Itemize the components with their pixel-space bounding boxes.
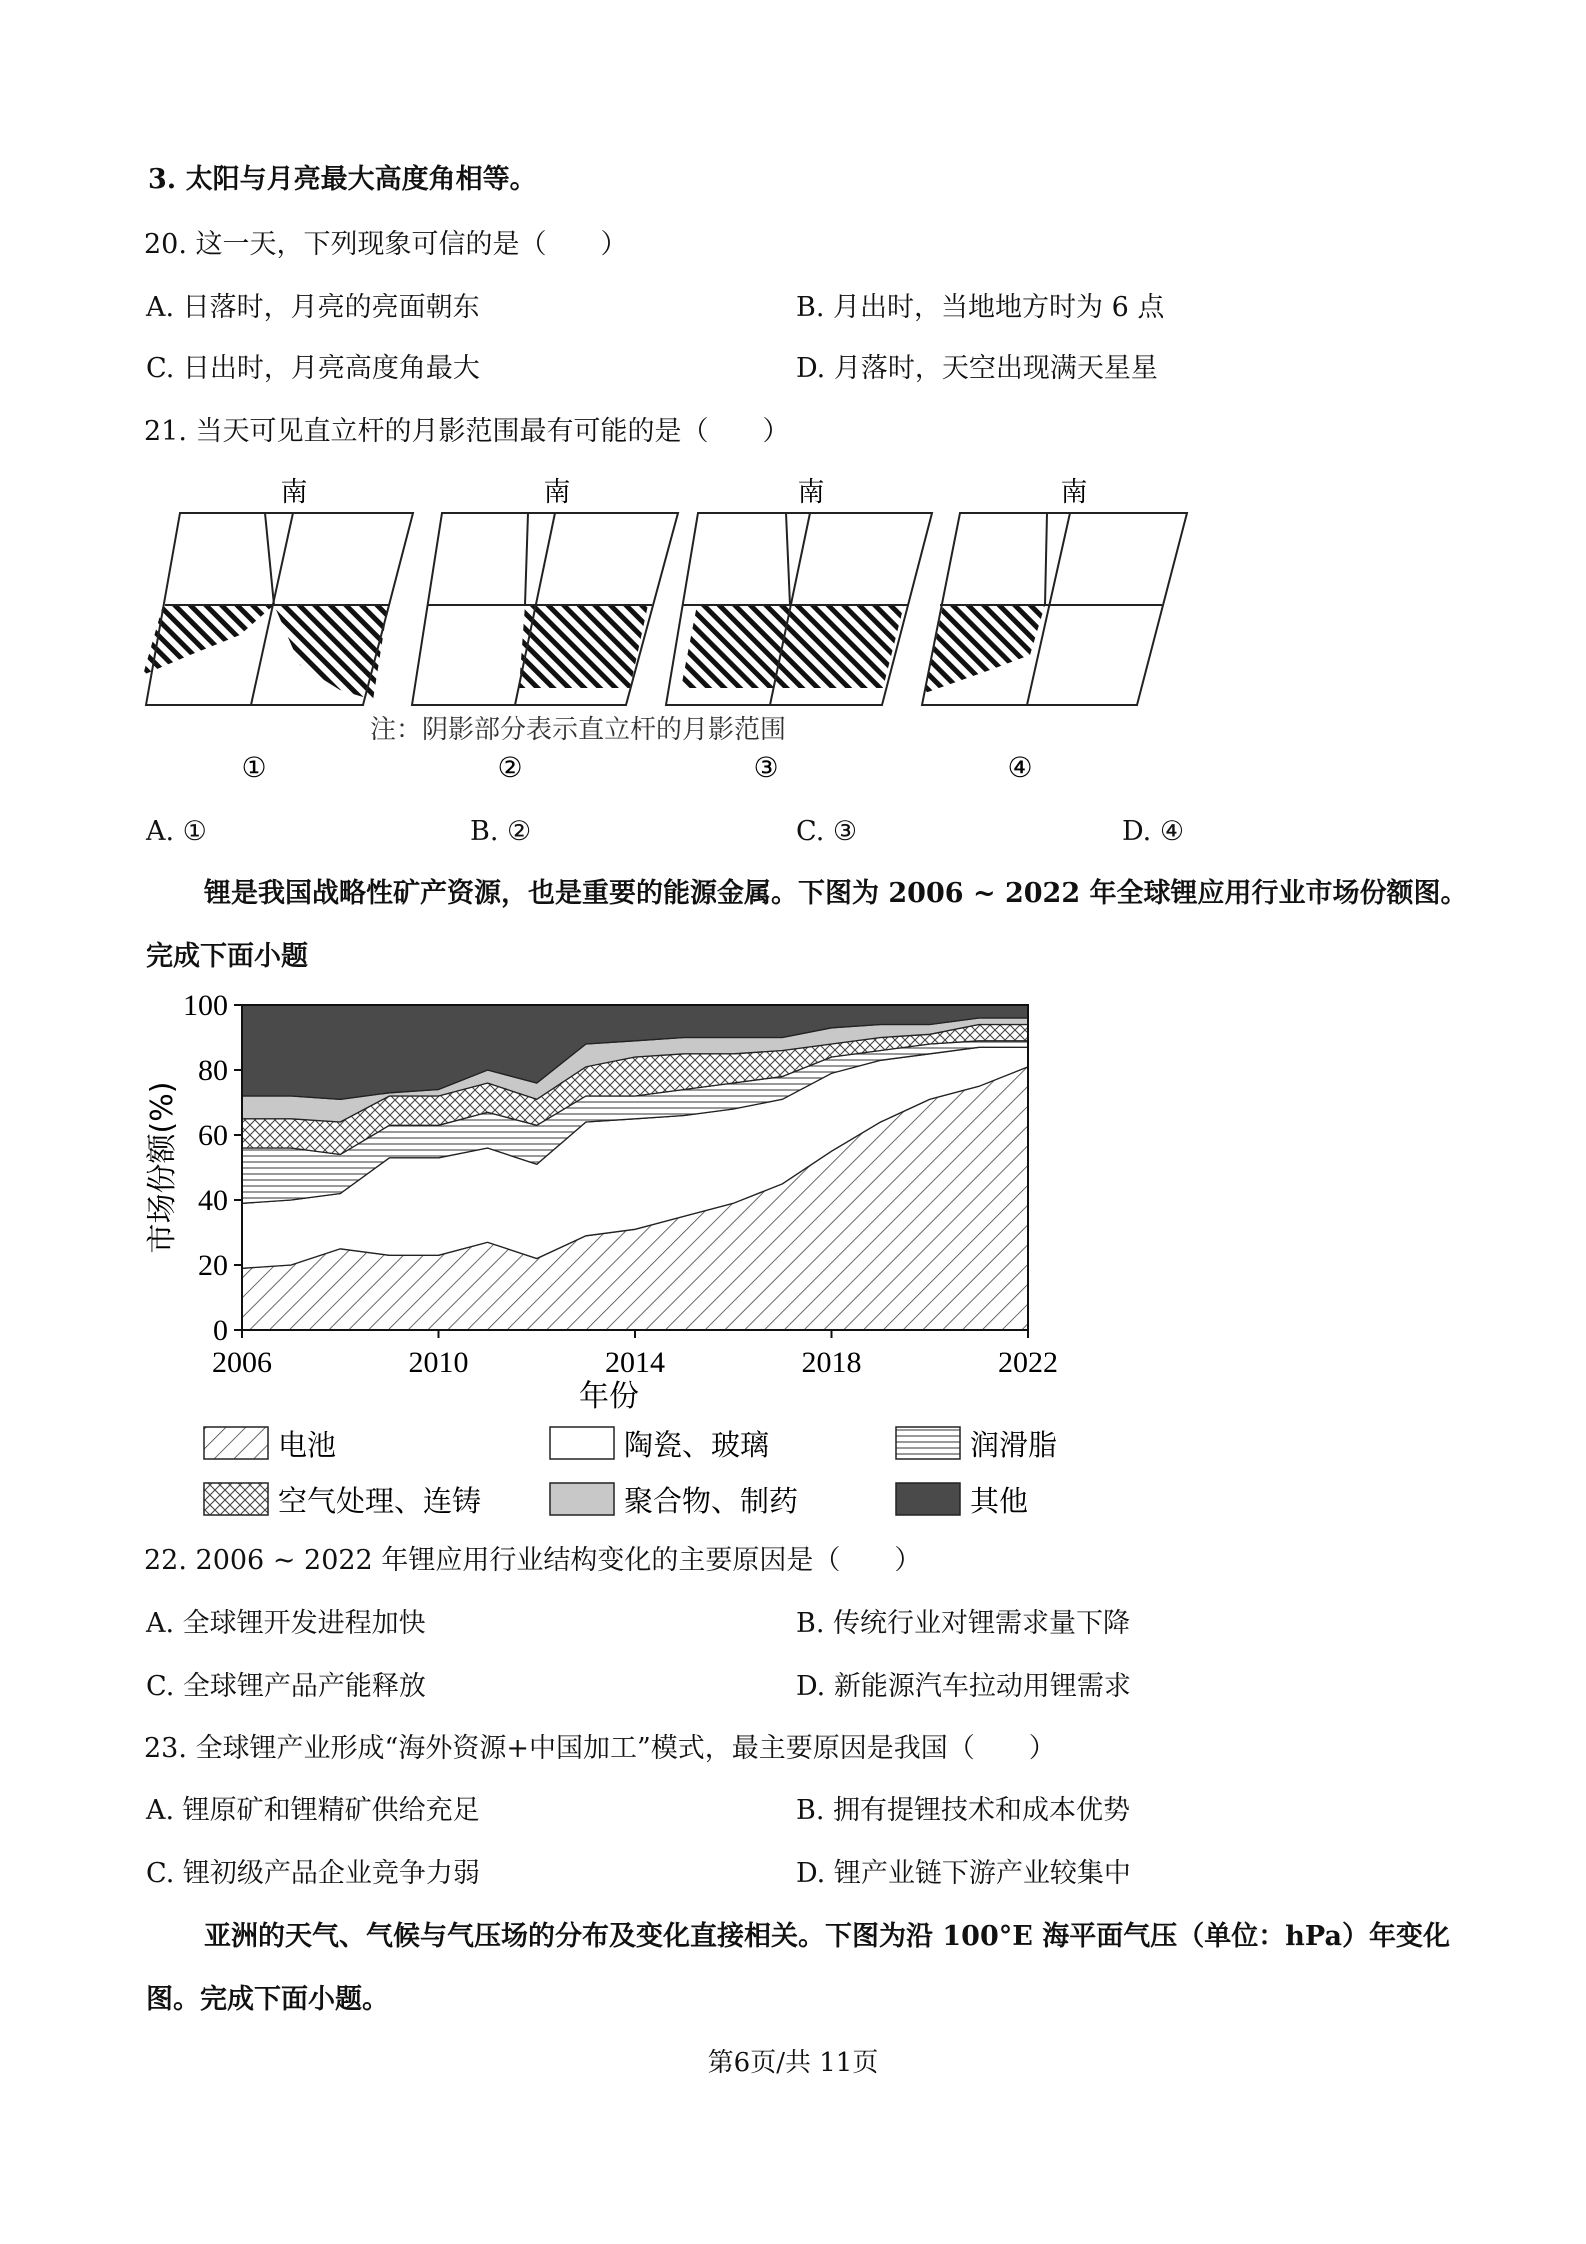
q22-stem: 22. 2006 ~ 2022 年锂应用行业结构变化的主要原因是（ ） <box>144 1545 922 1576</box>
x-tick-label: 2018 <box>801 1346 862 1379</box>
legend-label-grease: 润滑脂 <box>970 1428 1058 1462</box>
fig-label-3: ③ <box>753 753 779 784</box>
legend-label-ceramics: 陶瓷、玻璃 <box>624 1428 770 1462</box>
shadow-area-1 <box>143 605 388 700</box>
south-label-1: 南 <box>280 477 308 508</box>
shadow-diagram-1 <box>143 477 413 705</box>
y-tick-label: 80 <box>198 1054 228 1087</box>
legend-label-air: 空气处理、连铸 <box>278 1484 482 1518</box>
q22-option-c[interactable]: C. 全球锂产品产能释放 <box>146 1671 426 1702</box>
x-tick-label: 2022 <box>998 1346 1058 1379</box>
legend-swatch-air <box>204 1483 268 1515</box>
q21-option-b[interactable]: B. ② <box>470 816 532 847</box>
q21-option-c[interactable]: C. ③ <box>796 816 858 847</box>
pole-shadow-1 <box>265 513 274 605</box>
x-tick-label: 2006 <box>212 1346 272 1379</box>
x-tick-label: 2010 <box>408 1346 469 1379</box>
q20-stem: 20. 这一天，下列现象可信的是（ ） <box>144 229 628 260</box>
y-tick-label: 60 <box>198 1119 228 1152</box>
q21-option-a[interactable]: A. ① <box>146 816 207 847</box>
q22-option-a[interactable]: A. 全球锂开发进程加快 <box>146 1608 426 1639</box>
y-tick-label: 20 <box>198 1249 228 1282</box>
south-label-3: 南 <box>797 477 825 508</box>
pole-shadow-2 <box>525 513 528 605</box>
q21-figure <box>0 465 1586 805</box>
legend-swatch-ceramics <box>550 1427 614 1459</box>
legend-swatch-polymer <box>550 1483 614 1515</box>
q20-option-a[interactable]: A. 日落时，月亮的亮面朝东 <box>146 292 480 323</box>
q23-option-b[interactable]: B. 拥有提锂技术和成本优势 <box>796 1795 1131 1826</box>
y-tick-label: 100 <box>183 989 228 1022</box>
q21-option-d[interactable]: D. ④ <box>1122 816 1185 847</box>
shadow-diagram-2 <box>412 477 678 705</box>
q23-option-d[interactable]: D. 锂产业链下游产业较集中 <box>796 1858 1131 1889</box>
legend-swatch-other <box>896 1483 960 1515</box>
south-label-4: 南 <box>1060 477 1088 508</box>
q23-option-a[interactable]: A. 锂原矿和锂精矿供给充足 <box>146 1795 480 1826</box>
shadow-area-2 <box>519 605 648 688</box>
intro-asia-line2: 图。完成下面小题。 <box>146 1984 389 2015</box>
legend-label-polymer: 聚合物、制药 <box>624 1484 799 1518</box>
q22-option-b[interactable]: B. 传统行业对锂需求量下降 <box>796 1608 1131 1639</box>
south-label-2: 南 <box>543 477 571 508</box>
y-tick-label: 0 <box>213 1314 228 1347</box>
legend-label-battery: 电池 <box>278 1428 337 1462</box>
legend-swatch-battery <box>204 1427 268 1459</box>
shadow-area-4 <box>925 605 1045 693</box>
intro-lithium-line2: 完成下面小题 <box>146 941 308 972</box>
fig-label-2: ② <box>497 753 523 784</box>
q22-option-d[interactable]: D. 新能源汽车拉动用锂需求 <box>796 1671 1131 1702</box>
y-axis-label: 市场份额(%) <box>145 1081 180 1254</box>
x-axis-label: 年份 <box>579 1379 639 1414</box>
q20-option-d[interactable]: D. 月落时，天空出现满天星星 <box>796 353 1158 384</box>
q21-note: 注：阴影部分表示直立杆的月影范围 <box>370 715 787 745</box>
q23-option-c[interactable]: C. 锂初级产品企业竞争力弱 <box>146 1858 480 1889</box>
shadow-diagram-4 <box>922 477 1187 705</box>
shadow-diagram-3 <box>666 477 932 705</box>
intro-asia-line1: 亚洲的天气、气候与气压场的分布及变化直接相关。下图为沿 100°E 海平面气压（单位：hPa）年变化 <box>204 1921 1450 1952</box>
q21-stem: 21. 当天可见直立杆的月影范围最有可能的是（ ） <box>144 416 790 447</box>
statement-3: 3. 太阳与月亮最大高度角相等。 <box>148 164 537 195</box>
x-tick-label: 2014 <box>605 1346 665 1379</box>
chart-legend <box>0 1415 1586 1535</box>
intro-lithium-line1: 锂是我国战略性矿产资源，也是重要的能源金属。下图为 2006 ~ 2022 年全球锂应用行业市场份额图。 <box>204 878 1468 909</box>
fig-label-4: ④ <box>1007 753 1033 784</box>
shadow-area-3 <box>681 605 904 688</box>
y-tick-label: 40 <box>198 1184 228 1217</box>
q20-option-b[interactable]: B. 月出时，当地地方时为 6 点 <box>796 292 1165 323</box>
pole-shadow-3 <box>786 513 790 605</box>
page-footer: 第6页/共 11页 <box>707 2048 879 2078</box>
pole-shadow-4 <box>1045 513 1047 605</box>
fig-label-1: ① <box>241 753 267 784</box>
legend-swatch-grease <box>896 1427 960 1459</box>
q23-stem: 23. 全球锂产业形成“海外资源+中国加工”模式，最主要原因是我国（ ） <box>144 1733 1056 1764</box>
legend-label-other: 其他 <box>970 1484 1029 1518</box>
q20-option-c[interactable]: C. 日出时，月亮高度角最大 <box>146 353 480 384</box>
